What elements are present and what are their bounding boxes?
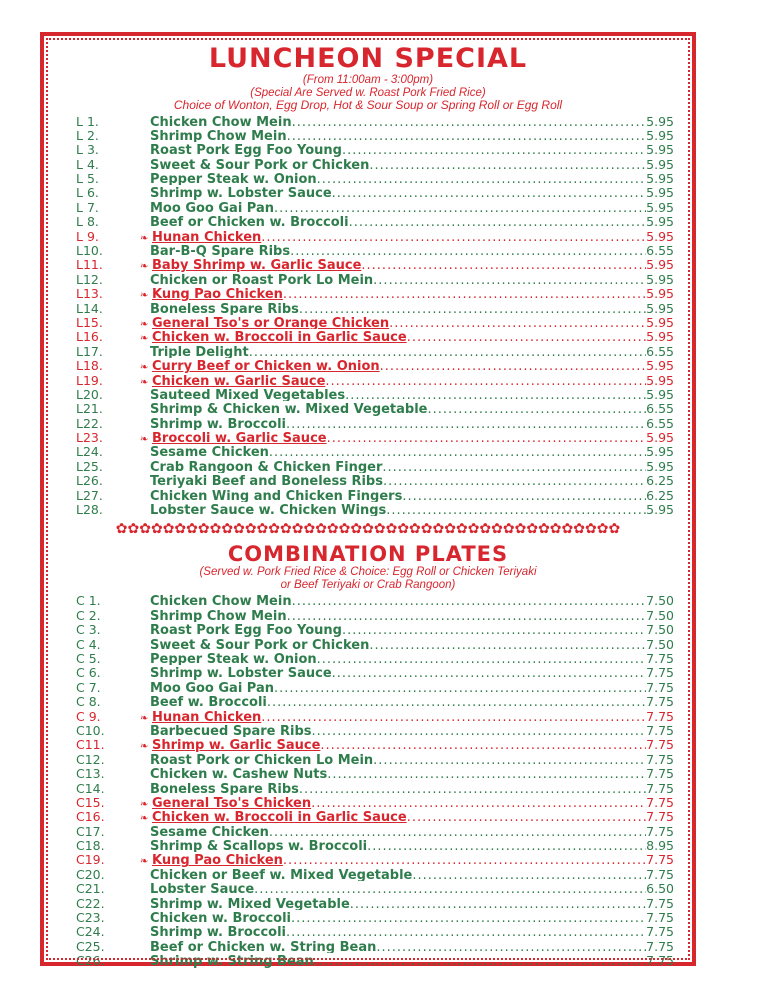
item-price: 7.75 [646,852,674,867]
item-name: Hunan Chicken [152,709,262,723]
item-name: Triple Delight [150,344,249,359]
dot-leader [261,230,646,243]
item-name: Lobster Sauce [150,882,255,896]
item-price: 6.25 [646,487,674,503]
item-code: L18. [76,358,103,373]
item-code: L27. [76,487,103,503]
menu-item-row [76,329,674,343]
item-code: L 6. [76,185,99,200]
item-code: C 7. [76,679,101,695]
item-name: Chicken w. Broccoli [150,911,292,925]
menu-item-row [76,593,674,607]
item-code: L 9. [76,228,99,244]
menu-item-row [76,910,674,924]
dot-leader [269,825,646,838]
dot-leader [320,738,646,751]
dot-leader [386,503,646,516]
item-code: C18. [76,838,105,853]
item-price: 7.75 [646,694,674,709]
item-name: Chicken or Beef w. Mixed Vegetable [150,867,413,882]
item-name: Boneless Spare Ribs [150,781,299,795]
dot-leader [383,474,646,487]
menu-item-row [76,157,674,171]
item-price: 5.95 [646,372,674,387]
item-code: C 2. [76,607,101,623]
item-code: L 1. [76,113,99,128]
item-name: General Tso's Chicken [152,795,312,810]
item-name: Shrimp w. Lobster Sauce [150,186,332,200]
chili-pepper-icon: ❧ [140,318,149,330]
dot-leader [361,258,646,271]
item-price: 5.95 [646,156,674,172]
item-price: 7.75 [646,780,674,795]
item-price: 7.75 [646,953,674,968]
menu-item-row [76,924,674,938]
dot-leader [407,810,646,823]
item-name: Shrimp w. Garlic Sauce [152,738,321,752]
menu-item-row [76,608,674,622]
item-code: C17. [76,823,105,839]
chili-pepper-icon: ❧ [140,856,149,867]
menu-item-row [76,680,674,694]
item-price: 6.55 [646,401,674,416]
menu-item-row [76,867,674,881]
item-name: General Tso's or Orange Chicken [152,315,390,330]
item-price: 7.75 [646,751,674,767]
item-code: C 3. [76,622,101,637]
dot-leader [332,186,647,199]
item-code: L 8. [76,214,99,229]
item-price: 7.50 [646,622,674,637]
item-code: L10. [76,243,103,258]
luncheon-title: LUNCHEON SPECIAL [208,43,528,74]
dot-leader [407,330,646,343]
chili-pepper-icon: ❧ [140,232,149,244]
dot-leader [286,925,646,938]
item-price: 7.50 [646,593,674,608]
item-price: 7.75 [646,679,674,695]
item-code: C19. [76,852,105,867]
item-code: L15. [76,314,103,330]
menu-item-row [76,766,674,780]
item-name: Sauteed Mixed Vegetables [150,387,346,402]
dot-leader [376,940,646,953]
dot-leader [269,445,646,458]
dot-leader [287,129,647,142]
item-code: L26. [76,473,103,488]
dot-leader [287,609,647,622]
item-code: C24. [76,924,105,939]
luncheon-hours: (From 11:00am - 3:00pm) [302,74,434,86]
item-name: Sweet & Sour Pork or Chicken [150,637,370,651]
item-code: C15. [76,794,105,810]
menu-item-row [76,128,674,142]
dot-leader [350,897,646,910]
dot-leader [382,460,646,473]
dot-leader [292,594,647,607]
item-price: 5.95 [646,286,674,301]
dot-leader [254,882,646,895]
chili-pepper-icon: ❧ [140,333,149,344]
menu-item-row [76,185,674,199]
item-name: Chicken w. Broccoli in Garlic Sauce [152,330,407,344]
combination-served-line2: or Beef Teriyaki or Crab Rangoon) [280,578,456,591]
item-price: 5.95 [646,329,674,344]
menu-item-row [76,752,674,766]
item-name: Roast Pork or Chicken Lo Mein [150,752,374,767]
dot-leader [367,839,646,852]
item-price: 7.75 [646,910,674,925]
dot-leader [314,954,646,967]
chili-pepper-icon: ❧ [140,798,149,810]
item-price: 7.75 [646,766,674,781]
dot-leader [402,489,646,502]
dot-leader [261,710,646,723]
item-code: C 4. [76,636,101,651]
item-code: C10. [76,722,105,738]
menu-item-row [76,387,674,401]
menu-item-row [76,142,674,156]
menu-item-row [76,200,674,214]
item-code: C12. [76,751,105,767]
item-price: 5.95 [646,228,674,244]
item-price: 6.25 [646,473,674,488]
item-name: Chicken Chow Mein [150,114,292,128]
chili-pepper-icon: ❧ [140,813,149,824]
item-price: 5.95 [646,458,674,474]
item-name: Shrimp w. Lobster Sauce [150,666,332,680]
item-code: C 6. [76,665,101,680]
item-name: Beef w. Broccoli [150,695,267,709]
item-name: Moo Goo Gai Pan [150,200,275,215]
item-name: Roast Pork Egg Foo Young [150,143,342,157]
item-code: L 7. [76,199,99,215]
item-code: C22. [76,895,105,911]
item-name: Kung Pao Chicken [152,287,283,301]
dot-leader [369,158,646,171]
menu-item-row [76,737,674,751]
item-code: L11. [76,257,103,272]
menu-item-row [76,809,674,823]
item-price: 5.95 [646,430,674,445]
dot-leader [292,115,647,128]
item-price: 6.55 [646,415,674,431]
item-code: L20. [76,386,103,402]
item-name: Shrimp w. Broccoli [150,925,287,939]
item-name: Shrimp & Chicken w. Mixed Vegetable [150,402,428,416]
dot-leader [373,273,646,286]
item-price: 6.55 [646,343,674,359]
item-price: 5.95 [646,199,674,215]
chili-pepper-icon: ❧ [140,376,149,387]
dot-leader [249,345,646,358]
item-price: 5.95 [646,358,674,373]
menu-item-row [76,473,674,487]
item-name: Sesame Chicken [150,445,269,459]
item-price: 7.75 [646,924,674,939]
menu-item-row [76,637,674,651]
item-name: Shrimp Chow Mein [150,608,287,623]
menu-item-row [76,838,674,852]
menu-item-row [76,444,674,458]
dot-leader [412,868,646,881]
menu-item-row [76,171,674,185]
item-price: 7.75 [646,866,674,882]
item-code: C11. [76,737,105,752]
item-price: 7.75 [646,823,674,839]
chili-pepper-icon: ❧ [140,261,149,272]
item-code: C26. [76,953,105,968]
dot-leader [380,359,647,372]
item-price: 5.95 [646,444,674,459]
item-code: L21. [76,401,103,416]
dot-leader [283,853,646,866]
item-price: 5.95 [646,502,674,517]
item-name: Curry Beef or Chicken w. Onion [152,359,380,373]
item-code: C 1. [76,593,101,608]
item-name: Crab Rangoon & Chicken Finger [150,459,383,474]
menu-item-row [76,709,674,723]
menu-item-row [76,344,674,358]
item-name: Lobster Sauce w. Chicken Wings [150,503,387,517]
item-name: Beef or Chicken w. Broccoli [150,215,349,229]
item-name: Baby Shrimp w. Garlic Sauce [152,258,362,272]
item-name: Boneless Spare Ribs [150,301,299,315]
dot-leader [349,215,647,228]
item-code: L19. [76,372,103,387]
item-code: C 8. [76,694,101,709]
item-name: Teriyaki Beef and Boneless Ribs [150,474,383,488]
item-code: L25. [76,458,103,474]
item-code: L16. [76,329,103,344]
item-price: 5.95 [646,113,674,128]
item-code: L 5. [76,171,99,186]
chili-pepper-icon: ❧ [140,362,149,373]
item-price: 6.55 [646,243,674,258]
item-name: Sesame Chicken [150,824,269,839]
menu-item-row [76,401,674,415]
item-price: 5.95 [646,300,674,315]
item-code: L 4. [76,156,99,172]
item-name: Chicken Chow Mein [150,594,292,608]
item-name: Beef or Chicken w. String Bean [150,939,377,954]
item-name: Kung Pao Chicken [152,853,283,867]
item-name: Moo Goo Gai Pan [150,680,275,695]
menu-item-row [76,896,674,910]
flower-divider: ✿✿✿✿✿✿✿✿✿✿✿✿✿✿✿✿✿✿✿✿✿✿✿✿✿✿✿✿✿✿✿✿✿✿✿✿✿✿✿✿✿✿✿ [115,522,621,537]
item-name: Shrimp & Scallops w. Broccoli [150,839,368,853]
combination-menu-list [76,593,674,967]
item-code: L24. [76,444,103,459]
dot-leader [327,431,647,444]
chili-pepper-icon: ❧ [140,290,149,301]
item-name: Shrimp w. Broccoli [150,416,287,431]
item-price: 7.50 [646,636,674,651]
item-name: Bar-B-Q Spare Ribs [150,244,291,258]
item-name: Roast Pork Egg Foo Young [150,623,342,637]
menu-item-row [76,358,674,372]
dot-leader [286,417,646,430]
item-price: 5.95 [646,214,674,229]
item-price: 7.75 [646,938,674,954]
dot-leader [290,244,646,257]
menu-item-row [76,781,674,795]
luncheon-choice-note: Choice of Wonton, Egg Drop, Hot & Sour Soup or Spring Roll or Egg Roll [173,98,563,112]
dot-leader [299,302,646,315]
item-code: L22. [76,415,103,431]
menu-item-row [76,229,674,243]
luncheon-menu-list [76,114,674,517]
dot-leader [389,316,646,329]
menu-item-row [76,881,674,895]
item-name: Pepper Steak w. Onion [150,652,317,666]
menu-item-row [76,795,674,809]
item-name: Chicken w. Broccoli in Garlic Sauce [152,810,407,824]
menu-item-row [76,301,674,315]
item-code: L 3. [76,142,99,157]
menu-item-row [76,953,674,967]
item-price: 7.75 [646,895,674,911]
item-price: 7.75 [646,737,674,752]
dot-leader [327,767,646,780]
dot-leader [274,201,646,214]
dot-leader [312,724,647,737]
dot-leader [369,638,646,651]
chili-pepper-icon: ❧ [140,434,149,445]
menu-item-row [76,622,674,636]
menu-item-row [76,243,674,257]
item-price: 5.95 [646,257,674,272]
menu-item-row [76,286,674,300]
item-code: L14. [76,300,103,315]
item-name: Shrimp Chow Mein [150,128,287,143]
dot-leader [373,753,646,766]
item-price: 5.95 [646,386,674,402]
menu-item-row [76,315,674,329]
item-price: 5.95 [646,185,674,200]
dot-leader [291,911,646,924]
menu-item-row [76,214,674,228]
item-code: L28. [76,502,103,517]
combination-served-line1: (Served w. Pork Fried Rice & Choice: Egg Roll or Chicken Teriyaki [199,566,537,579]
item-code: C25. [76,938,105,954]
item-price: 5.95 [646,271,674,287]
item-price: 7.75 [646,722,674,738]
item-name: Broccoli w. Garlic Sauce [152,431,327,445]
luncheon-served-note: (Special Are Served w. Roast Pork Fried Rice) [250,86,486,99]
item-name: Shrimp w. String Bean [150,954,314,968]
item-price: 7.75 [646,651,674,666]
menu-item-row [76,852,674,866]
menu-item-row [76,272,674,286]
menu-item-row [76,114,674,128]
dot-leader [317,652,647,665]
dot-leader [317,172,647,185]
menu-item-row [76,430,674,444]
menu-item-row [76,651,674,665]
item-price: 7.50 [646,607,674,623]
item-price: 5.95 [646,127,674,143]
item-name: Hunan Chicken [152,229,262,244]
item-price: 8.95 [646,838,674,853]
item-name: Chicken or Roast Pork Lo Mein [150,272,374,287]
dot-leader [274,681,646,694]
dot-leader [332,666,647,679]
item-name: Chicken Wing and Chicken Fingers [150,488,403,503]
menu-item-row [76,723,674,737]
dot-leader [345,388,646,401]
item-code: C 9. [76,708,101,723]
menu-item-row [76,502,674,516]
item-name: Chicken w. Cashew Nuts [150,767,328,781]
menu-item-row [76,694,674,708]
item-name: Sweet & Sour Pork or Chicken [150,157,370,172]
item-price: 6.50 [646,881,674,896]
menu-page [40,32,696,966]
item-name: Shrimp w. Mixed Vegetable [150,896,350,911]
item-name: Barbecued Spare Ribs [150,723,312,738]
dot-leader [311,796,646,809]
dot-leader [267,695,646,708]
item-code: C21. [76,881,105,896]
item-price: 5.95 [646,171,674,186]
item-price: 5.95 [646,142,674,157]
item-code: C13. [76,766,105,781]
menu-item-row [76,373,674,387]
item-name: Chicken w. Garlic Sauce [152,373,326,387]
item-code: C23. [76,910,105,925]
chili-pepper-icon: ❧ [140,712,149,723]
item-name: Pepper Steak w. Onion [150,172,317,186]
item-code: L17. [76,343,103,359]
menu-item-row [76,459,674,473]
item-price: 7.75 [646,708,674,723]
dot-leader [283,287,646,300]
item-code: L13. [76,286,103,301]
item-code: L12. [76,271,103,287]
item-code: C20. [76,866,105,882]
menu-item-row [76,824,674,838]
menu-item-row [76,488,674,502]
dot-leader [342,143,646,156]
dot-leader [428,402,647,415]
item-code: L 2. [76,127,99,143]
menu-item-row [76,939,674,953]
item-code: L23. [76,430,103,445]
item-price: 7.75 [646,665,674,680]
dot-leader [342,623,646,636]
menu-item-row [76,665,674,679]
menu-item-row [76,416,674,430]
item-code: C14. [76,780,105,795]
chili-pepper-icon: ❧ [140,741,149,752]
dot-leader [299,782,646,795]
dot-leader [325,374,646,387]
combination-title: COMBINATION PLATES [227,542,509,567]
item-price: 7.75 [646,794,674,810]
menu-item-row [76,257,674,271]
item-code: C 5. [76,651,101,666]
item-price: 7.75 [646,809,674,824]
item-price: 5.95 [646,314,674,330]
item-code: C16. [76,809,105,824]
